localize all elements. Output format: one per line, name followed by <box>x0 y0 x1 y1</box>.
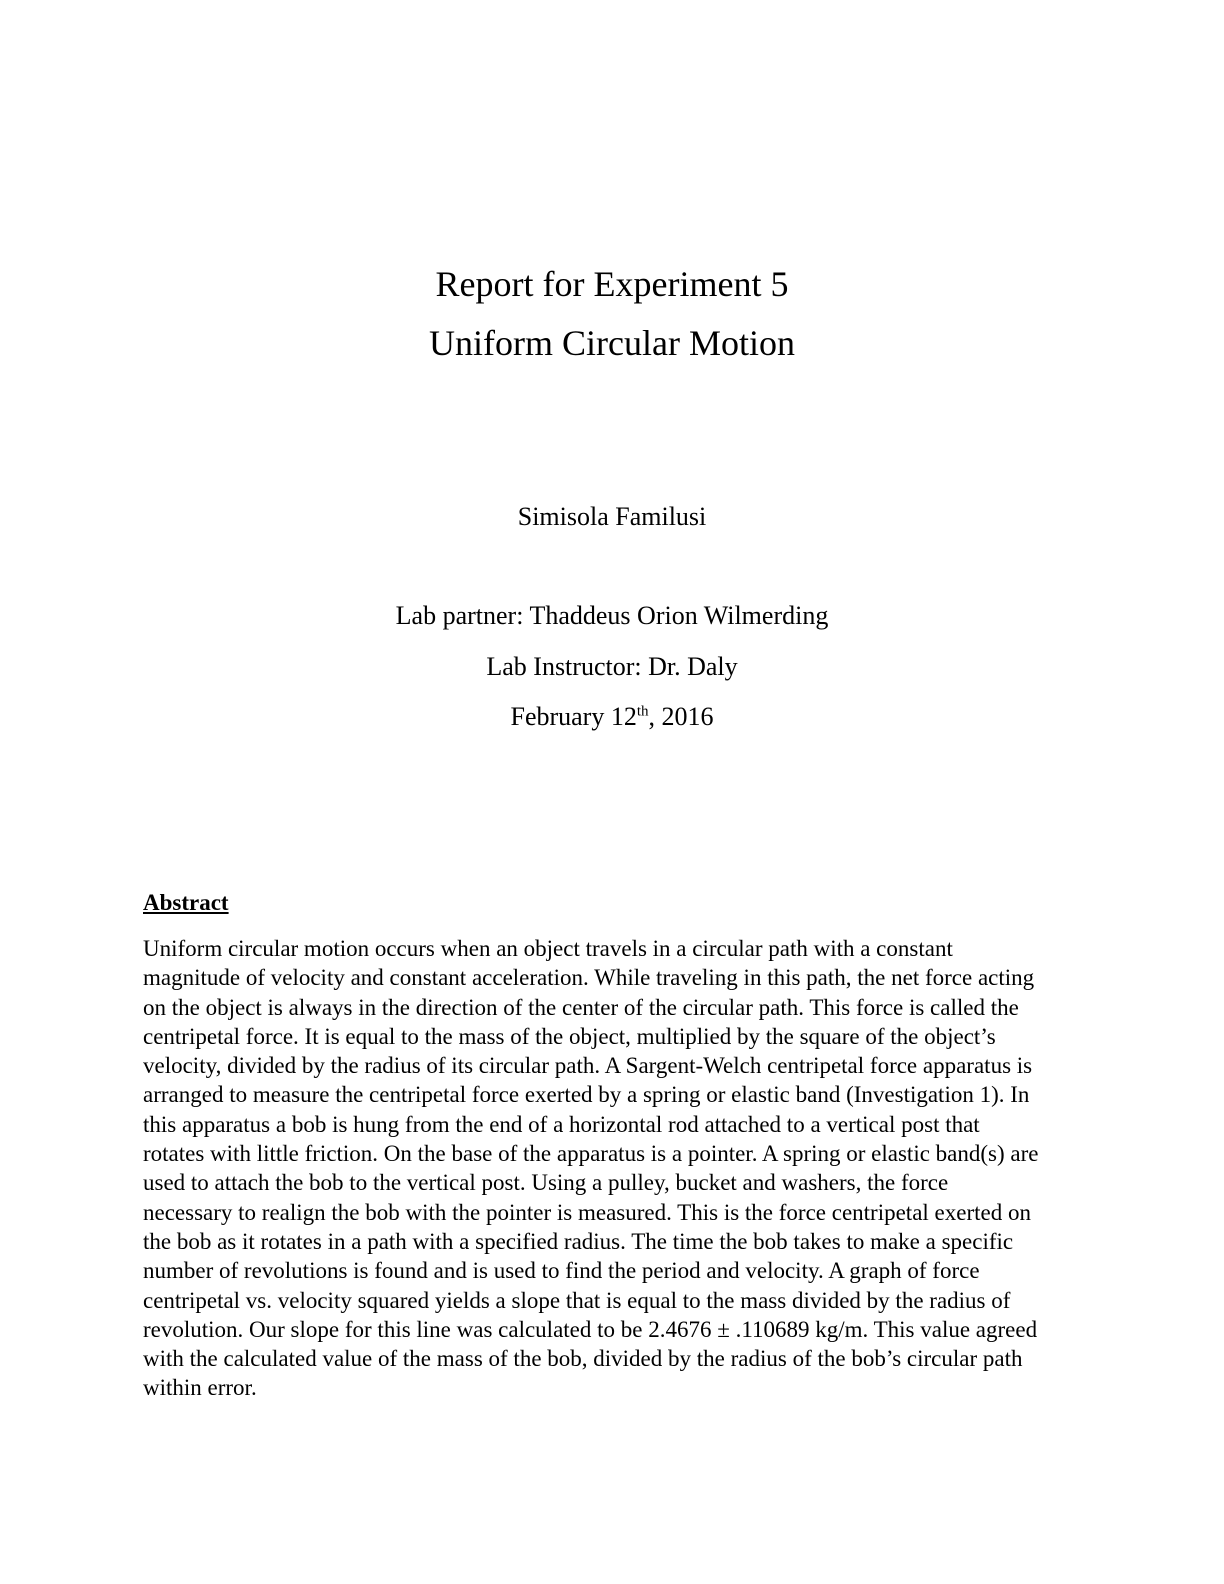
date-day: February 12 <box>510 702 637 731</box>
abstract-line: with the calculated value of the mass of the bob, divided by the radius of the bob’s circular path <box>143 1346 1023 1372</box>
date-ordinal-suffix: th <box>636 703 649 720</box>
report-date <box>0 701 1224 733</box>
lab-partner: Lab partner: Thaddeus Orion Wilmerding <box>395 601 829 630</box>
abstract-line: revolution. Our slope for this line was calculated to be 2.4676 ± .110689 kg/m. This value agreed <box>143 1316 1038 1342</box>
report-title: Report for Experiment 5 <box>435 264 789 304</box>
abstract-line: Uniform circular motion occurs when an object travels in a circular path with a constant <box>143 936 953 961</box>
author-name: Simisola Familusi <box>517 502 707 531</box>
abstract-line: the bob as it rotates in a path with a specified radius. The time the bob takes to make a specific <box>143 1228 1014 1254</box>
date-year: , 2016 <box>648 702 714 731</box>
abstract-line: velocity, divided by the radius of its circular path. A Sargent-Welch centripetal force apparatus is <box>143 1053 1033 1079</box>
report-subtitle: Uniform Circular Motion <box>429 323 795 363</box>
abstract-line: centripetal force. It is equal to the mass of the object, multiplied by the square of the object’s <box>143 1023 996 1049</box>
abstract-line: within error. <box>143 1375 257 1401</box>
abstract-line: used to attach the bob to the vertical post. Using a pulley, bucket and washers, the force <box>143 1170 949 1196</box>
abstract-body <box>143 934 1083 1403</box>
abstract-line: necessary to realign the bob with the pointer is measured. This is the force centripetal exerted on <box>143 1199 1031 1225</box>
abstract-heading: Abstract <box>143 890 229 915</box>
abstract-line: this apparatus a bob is hung from the end of a horizontal rod attached to a vertical post that <box>143 1111 980 1137</box>
lab-instructor: Lab Instructor: Dr. Daly <box>486 652 738 681</box>
abstract-line: magnitude of velocity and constant acceleration. While traveling in this path, the net force acting <box>143 965 1035 991</box>
abstract-line: on the object is always in the direction of the center of the circular path. This force is called the <box>143 994 1019 1020</box>
abstract-line: rotates with little friction. On the base of the apparatus is a pointer. A spring or elastic band(s) are <box>143 1141 1039 1167</box>
abstract-line: arranged to measure the centripetal force exerted by a spring or elastic band (Investigation 1). In <box>143 1082 1030 1108</box>
abstract-line: number of revolutions is found and is used to find the period and velocity. A graph of force <box>143 1258 980 1284</box>
abstract-line: centripetal vs. velocity squared yields a slope that is equal to the mass divided by the radius of <box>143 1287 1011 1313</box>
